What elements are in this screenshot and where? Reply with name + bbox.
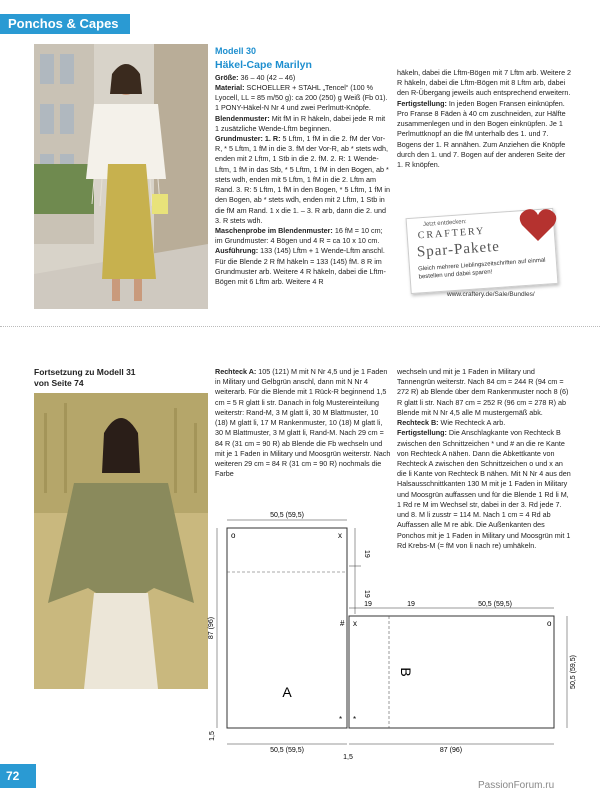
model30-col2-text — [397, 68, 573, 170]
model30-col1-text: 36 – 40 (42 – 46) — [238, 72, 296, 82]
model30-col2-text: In jeden Bogen Fransen einknüpfen. Pro Franse 8 Fäden à 40 cm zuschneiden, zur Hälfte zusammenlegen und in den Bogen einknüpfen. Je 1 Perlmuttknopf an die fM unterhalb des 1. und 7. Bogens der 1. R annähen. Zum Anziehen die Knöpfe durch den 1. und 7. Bogen auf der anderen Seite der 1. R knöpfen. — [397, 98, 566, 169]
mark-x-a: x — [338, 531, 342, 540]
model31-col2-paragraph — [397, 418, 573, 428]
dim-bottom-a: 50,5 (59,5) — [270, 747, 304, 754]
model31-col2-label: Rechteck B: — [397, 418, 439, 428]
model30-col1-label: Größe: — [215, 72, 239, 82]
dim-1-5-left: 1,5 — [209, 731, 216, 741]
dim-1-5-bottom: 1,5 — [343, 754, 353, 760]
dim-19-horizontal-2: 19 — [407, 601, 415, 608]
model31-col1-text — [215, 367, 391, 479]
label-a: A — [282, 684, 292, 700]
model30-col1-text: 16 fM = 10 cm; im Grundmuster: 4 Bögen und 4 R = ca 10 x 10 cm. — [215, 225, 383, 246]
dim-top-b: 50,5 (59,5) — [478, 601, 512, 608]
label-b: B — [398, 667, 414, 677]
model30-name: Häkel-Cape Marilyn — [215, 58, 312, 71]
dim-19-vertical-2: 19 — [363, 590, 370, 598]
model30-col1-text: 5 Lftm, 1 fM in die 2. fM der Vor-R, * 5 Lftm, 1 fM in die 3. fM der Vor-R, ab * stets wdh, enden mit 2 Lftm, 1 Stb in die 2. fM. 2. R: 1 Wende-Lftm, 1 fM in das Stb, * 5 Lftm, 1 fM in den Bogen, ab * stets wdh, enden mit 5 Lftm, 1 fM in die 2. Lftm am Rand. 3. R: 5 Lftm, 1 fM in den Bogen, * 5 Lftm, 1 fM in den Bogen, ab * stets wdh, enden mit 2 Lftm, 1 Stb in die fM am Rand. 1 x die 1. – 3. R arb, dann die 2. und 3. R stets wdh. — [215, 133, 390, 225]
model31-col1-text: 105 (121) M mit N Nr 4,5 und je 1 Faden in Military und Gelbgrün anschl, dann mit N Nr 4 weiterarb. Für die Blende mit 1 Rück-R beginnend 1,5 cm = 5 R glatt li str. Danach in folg Mustereinteilung weiterstr: Rand-M, 3 M glatt li, 30 M Blattmuster, 10 (18) M glatt li, 17 M Rankenmuster, 10 (18) M glatt li, 30 M Blattmuster, 3 M glatt li, Rand-M. Nach 29 cm = 84 R (31 cm = 90 R) ab Blende die Fb wechseln und mit je 1 Faden in Military und Moosgrün weiterstr. Nach weiteren 29 cm = 84 R (31 cm = 90 R) nochmals die Farbe — [215, 367, 391, 479]
ad-url[interactable]: www.craftery.de/Sale/Bundles/ — [447, 291, 535, 298]
dim-right-b: 50,5 (59,5) — [570, 655, 577, 689]
model30-col1-label: Ausführung: — [215, 246, 259, 256]
watermark: PassionForum.ru — [478, 780, 555, 791]
model31-photo-illustration — [34, 393, 208, 689]
model31-col2-text: Wie Rechteck A arb. — [438, 418, 506, 428]
model30-col2-label: Fertigstellung: — [397, 98, 447, 108]
model31-col1-label: Rechteck A: — [215, 367, 257, 376]
model30-col1-paragraph — [215, 246, 391, 287]
dim-19-vertical-1: 19 — [363, 550, 370, 558]
model31-col2-text: Die Anschlagkante von Rechteck B zwischen den Schnittzeichen * und # an die re Kante von Rechteck A nähen. Dann die Abkettkante von Rechteck A zwischen den Schnittzeichen o und x an die li Kante von Rechteck B nähen. Mit N Nr 4 aus den Halsausschnittkanten 130 M mit je 1 Faden in Military und Moosgrün auffassen und für die Blende 1 Rd li M, 1 Rd re M im Wechsel str, dabei in der 3. Rd jede 7. und 8. M li zusstr = 114 M. Nach 1 cm = 4 Rd ab Auffassen alle M re abk. Die Außenkanten des Ponchos mit je 1 Faden in Military und Moosgrün mit 1 Rd Krebs-M (= fM von li nach re) umhäkeln. — [397, 428, 571, 550]
craftery-ad[interactable] — [400, 205, 570, 305]
page-number — [0, 764, 36, 788]
mark-star-a: * — [339, 715, 343, 724]
model30-col1-paragraph — [215, 114, 391, 134]
dim-19-horizontal-1: 19 — [364, 601, 372, 608]
model31-title-line1: Fortsetzung zu Modell 31 — [34, 367, 136, 377]
dim-bottom-b: 87 (96) — [439, 747, 463, 754]
dim-left-a: 87 (96) — [208, 616, 215, 640]
section-divider — [0, 326, 600, 327]
model30-col1-text: 1 PONY-Häkel-N Nr 4 und zwei Perlmutt-Knöpfe. — [215, 103, 371, 113]
model30-col1-label: Maschenprobe im Blendenmuster: — [215, 225, 333, 235]
mark-o-b: o — [547, 619, 552, 628]
mark-x-b: x — [353, 619, 357, 628]
model30-col1-text: SCHOELLER + STAHL „Tencel“ (100 % Lyocell, LL = 85 m/50 g): ca 200 (250) g Weiß (Fb 01). — [215, 82, 388, 103]
ad-title: Spar-Pakete — [416, 238, 501, 261]
mark-star-b: * — [353, 715, 357, 724]
model30-col2-paragraph — [397, 99, 573, 171]
model31-photo — [34, 393, 208, 689]
model30-col1-text: 133 (145) Lftm + 1 Wende-Lftm anschl. Für die Blende 2 R fM häkeln = 133 (145) fM. 8 R im Grundmuster arb. Weitere 4 R häkeln, dabei die Lftm-Bögen mit 6 Lftm arb. Weitere 4 R — [215, 246, 386, 287]
model30-col1-text — [215, 73, 391, 288]
model30-col1 — [215, 45, 391, 287]
rectangle-b — [349, 616, 554, 728]
model31-col1 — [215, 367, 391, 479]
model31-col2-label: Fertigstellung: — [397, 428, 447, 438]
model30-col1-paragraph — [215, 103, 391, 113]
model30-photo — [34, 44, 208, 309]
model31-col1-paragraph — [215, 367, 391, 479]
dim-top-a: 50,5 (59,5) — [270, 512, 304, 519]
model31-col2-paragraph — [397, 367, 573, 418]
section-title: Ponchos & Capes — [8, 16, 119, 31]
model30-col2-paragraph — [397, 68, 573, 99]
model30-col2-text: häkeln, dabei die Lftm-Bögen mit 7 Lftm arb. Weitere 2 R häkeln, dabei die Lftm-Bögen mit 8 Lftm arb, dabei den R-Übergang jeweils auch entsprechend erweitern. — [397, 68, 572, 98]
model30-col1-paragraph — [215, 134, 391, 226]
section-tab — [0, 14, 130, 34]
model30-col1-label: Blendenmuster: — [215, 113, 270, 123]
model31-title-line2: von Seite 74 — [34, 377, 84, 388]
model30-col1-text: Mit fM in R häkeln, dabei jede R mit 1 zusätzliche Wende-Lftm beginnen. — [215, 113, 386, 133]
model30-photo-illustration — [34, 44, 208, 309]
mark-hash: # — [340, 619, 345, 628]
model30-number: Modell 30 — [215, 46, 257, 56]
model30-col1-label: Grundmuster: 1. R: — [215, 133, 281, 143]
model30-col1-label: Material: — [215, 82, 245, 92]
model31-title — [34, 367, 136, 388]
model31-col2-text: wechseln und mit je 1 Faden in Military und Tannengrün weiterstr. Nach 84 cm = 244 R (94 cm = 272 R) ab Blende über dem Rankenmuster noch 8 (6) R glatt li str. Nach 87 cm = 252 R (96 cm = 278 R) ab Blende mit N Nr 4,5 alle M mustergemäß abk. — [397, 367, 569, 417]
model30-col1-paragraph — [215, 73, 391, 83]
schematic-diagram — [205, 510, 585, 760]
model30-col1-paragraph — [215, 83, 391, 103]
model30-col2 — [397, 68, 573, 170]
page-number-text: 72 — [6, 769, 20, 783]
heart-icon — [518, 207, 558, 243]
ad-brand: CRAFTERY — [417, 225, 486, 242]
ad-small-text: Jetzt entdecken: — [422, 219, 467, 229]
model30-col1-paragraph — [215, 226, 391, 246]
ad-description: Gleich mehrere Lieblingszeitschriften auf einmal bestellen und dabei sparen! — [417, 257, 546, 280]
mark-o-a: o — [231, 531, 236, 540]
